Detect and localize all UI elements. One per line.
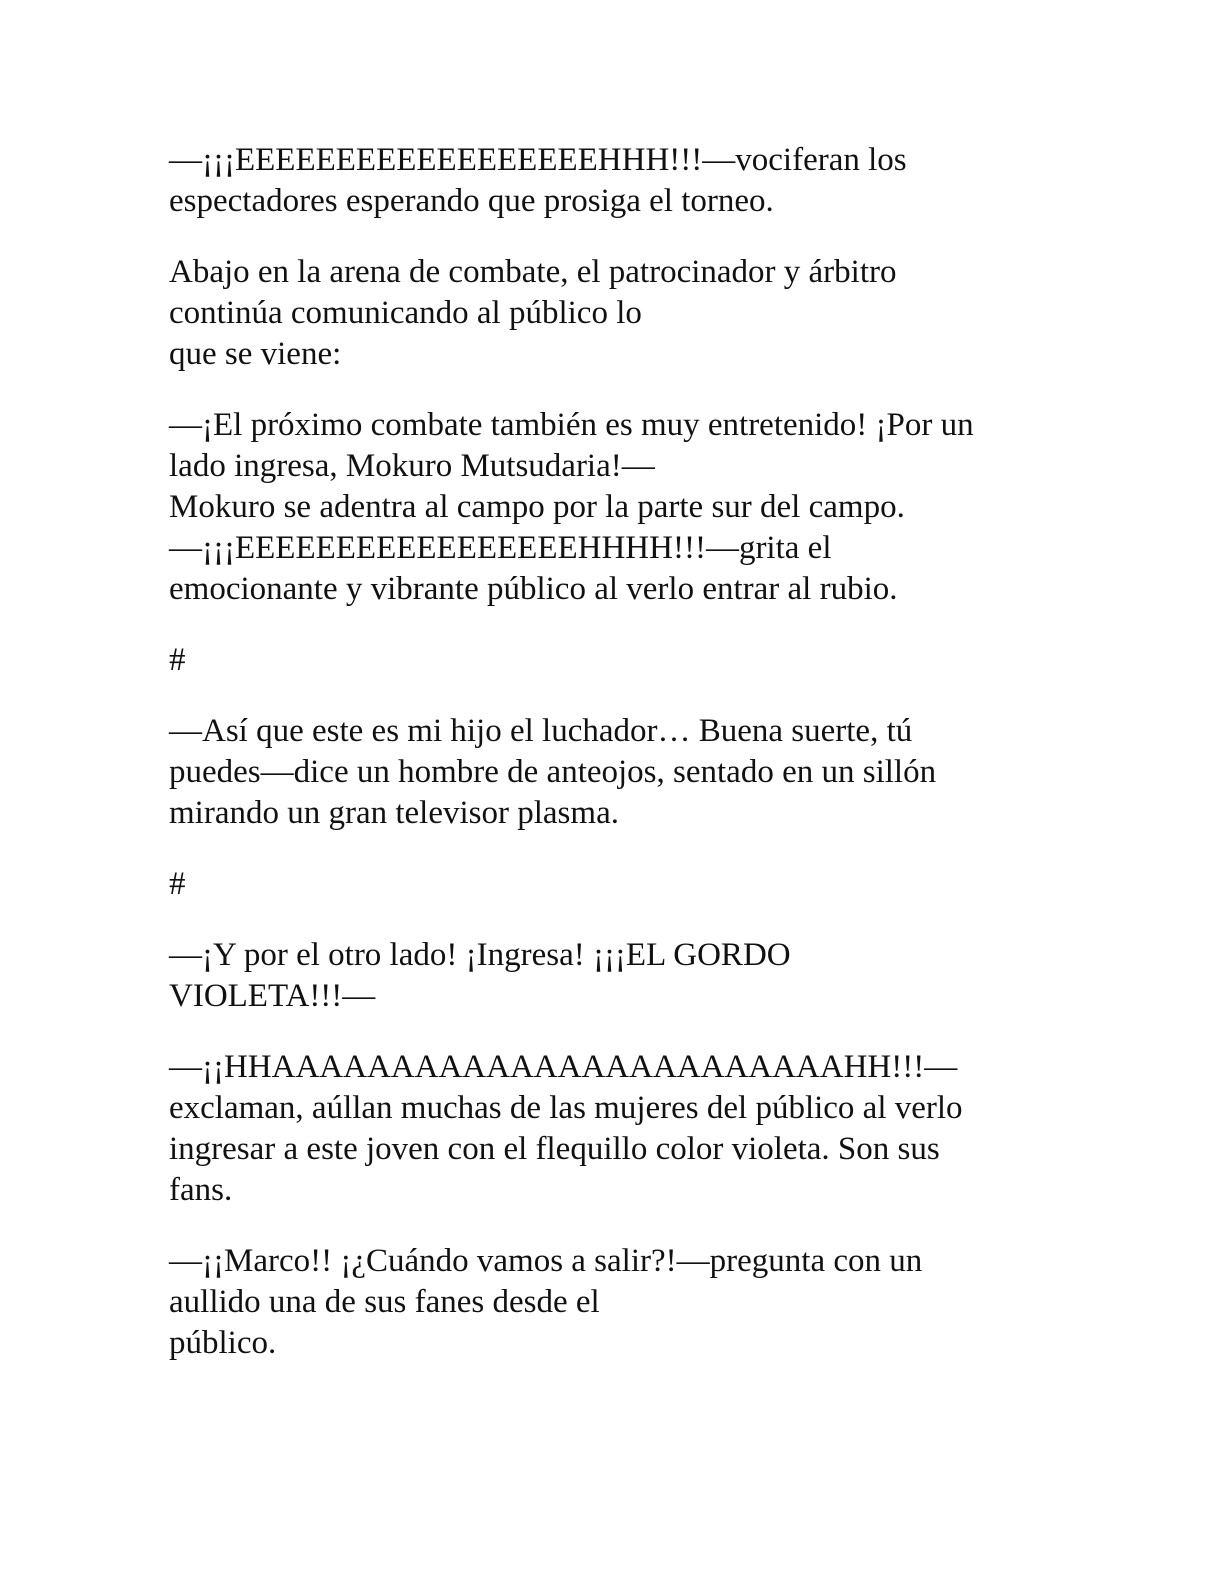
paragraph [169,711,1069,834]
paragraph [169,935,1069,1017]
text-line: emocionante y vibrante público al verlo entrar al rubio. [169,571,898,607]
scene-separator [169,864,1069,905]
paragraph-gap [169,834,1069,864]
text-line: —¡¡¡EEEEEEEEEEEEEEEEEEHHH!!!—vociferan los [169,142,907,178]
paragraph-gap [169,681,1069,711]
text-line: —Así que este es mi hijo el luchador… Buena suerte, tú [169,713,913,749]
text-line: —¡Y por el otro lado! ¡Ingresa! ¡¡¡EL GORDO [169,937,791,973]
text-line: público. [169,1325,277,1361]
paragraph [169,140,1069,222]
text-line: —¡El próximo combate también es muy entretenido! ¡Por un [169,407,974,443]
text-line: lado ingresa, Mokuro Mutsudaria!— [169,448,655,484]
paragraph [169,252,1069,375]
text-line: aullido una de sus fanes desde el [169,1284,600,1320]
text-line: puedes—dice un hombre de anteojos, sentado en un sillón [169,754,937,790]
text-line: que se viene: [169,336,342,372]
text-line: —¡¡¡EEEEEEEEEEEEEEEEEHHHH!!!—grita el [169,530,832,566]
text-line: ingresar a este joven con el flequillo color violeta. Son sus [169,1131,940,1167]
paragraph [169,1047,1069,1211]
paragraph-gap [169,375,1069,405]
paragraph-gap [169,1211,1069,1241]
separator-mark: # [169,866,186,902]
text-line: mirando un gran televisor plasma. [169,795,619,831]
text-line: fans. [169,1172,233,1208]
text-line: espectadores esperando que prosiga el torneo. [169,183,774,219]
paragraph-gap [169,222,1069,252]
paragraph [169,1241,1069,1364]
paragraph-gap [169,905,1069,935]
text-line: Abajo en la arena de combate, el patrocinador y árbitro [169,254,897,290]
document-page [169,140,1069,1364]
text-line: Mokuro se adentra al campo por la parte sur del campo. [169,489,905,525]
text-line: VIOLETA!!!— [169,978,376,1014]
scene-separator [169,640,1069,681]
text-line: —¡¡Marco!! ¡¿Cuándo vamos a salir?!—pregunta con un [169,1243,923,1279]
paragraph-gap [169,1017,1069,1047]
text-line: —¡¡HHAAAAAAAAAAAAAAAAAAAAAAAAHH!!!— [169,1049,958,1085]
text-line: continúa comunicando al público lo [169,295,642,331]
paragraph-gap [169,610,1069,640]
paragraph [169,405,1069,610]
text-line: exclaman, aúllan muchas de las mujeres del público al verlo [169,1090,963,1126]
separator-mark: # [169,642,186,678]
